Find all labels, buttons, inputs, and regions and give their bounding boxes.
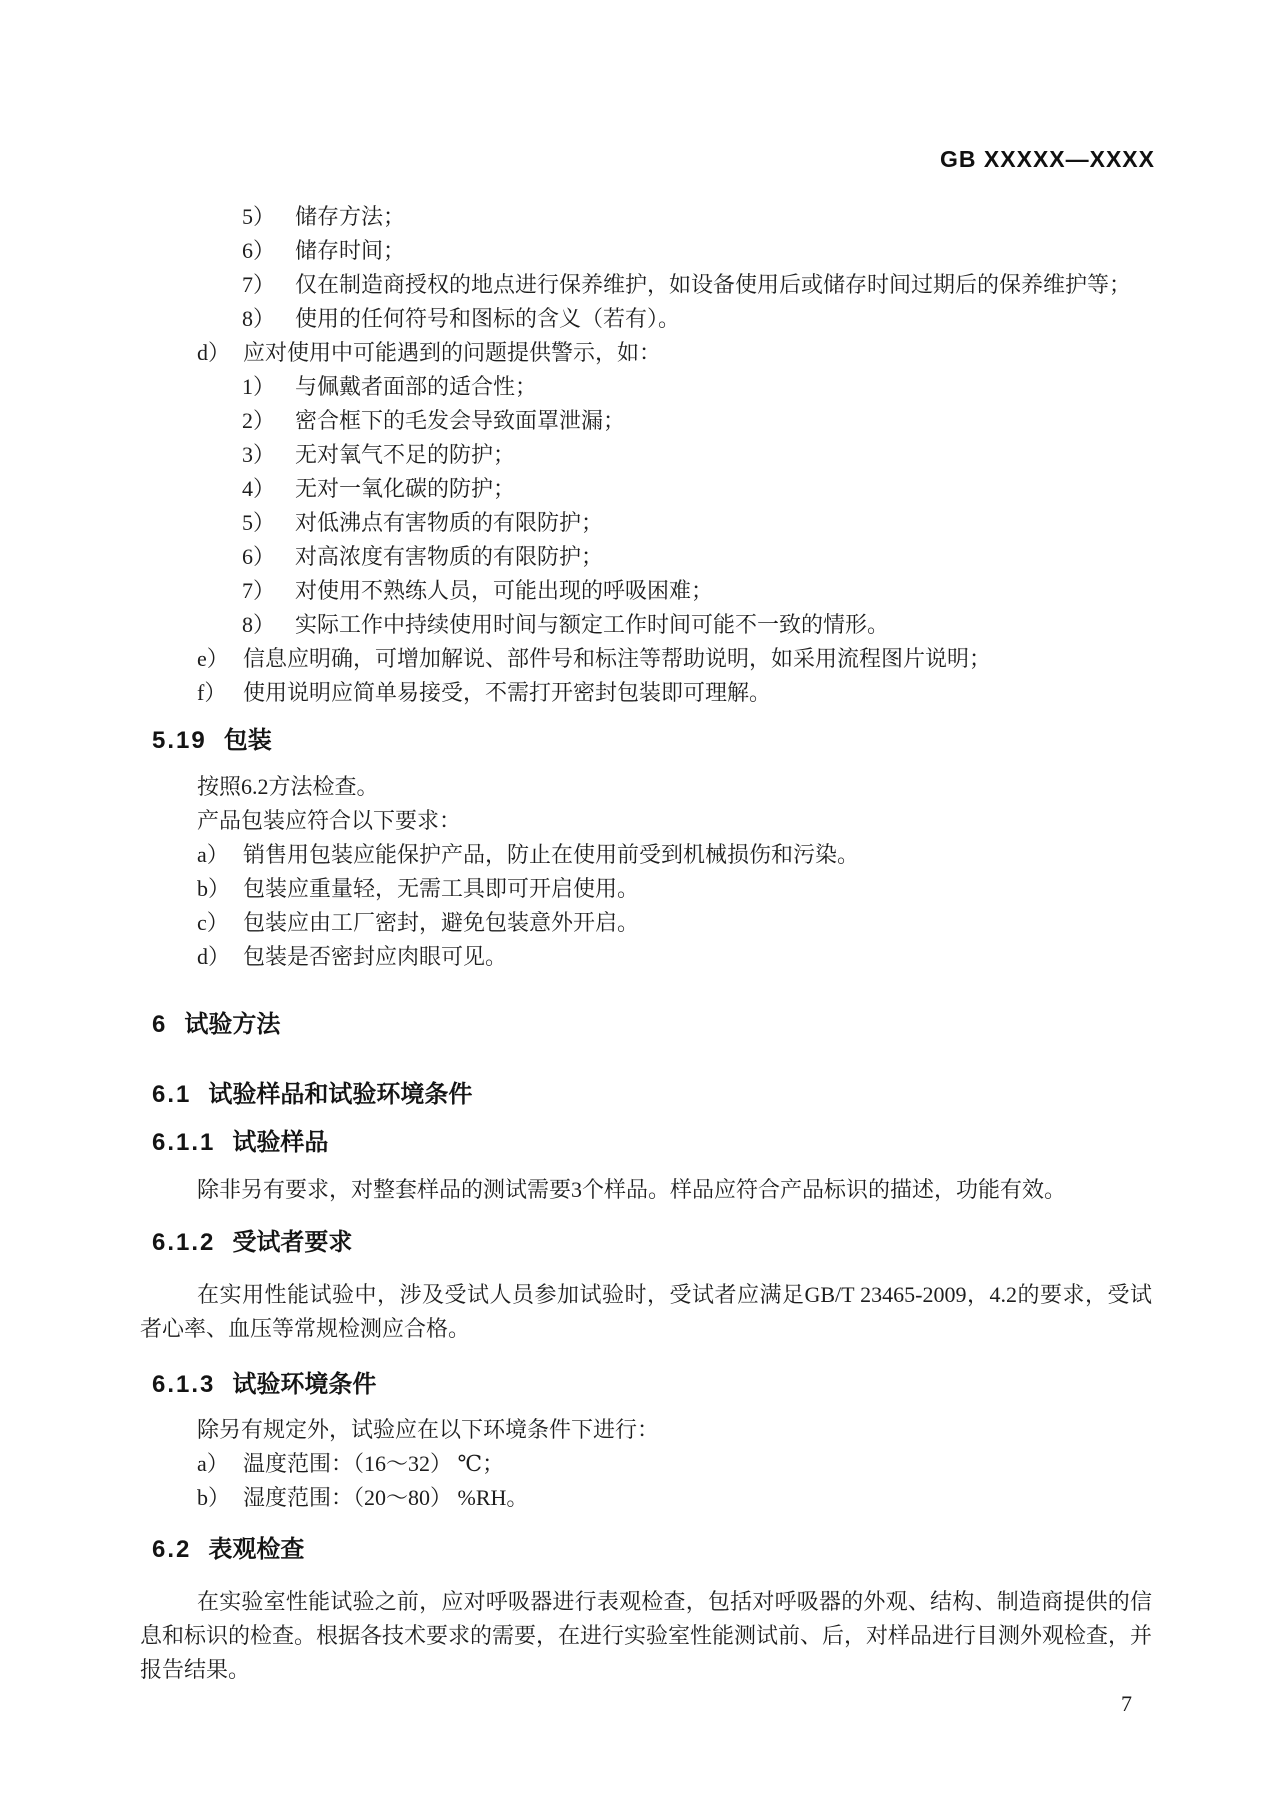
list-text: 实际工作中持续使用时间与额定工作时间可能不一致的情形。 — [295, 612, 890, 637]
section-number: 6.1.2 — [152, 1229, 216, 1256]
list-text: 包装应由工厂密封，避免包装意外开启。 — [243, 910, 640, 935]
list-text: 无对氧气不足的防护； — [295, 442, 516, 467]
paragraph: 除另有规定外，试验应在以下环境条件下进行： — [197, 1417, 660, 1442]
list-text: 使用说明应简单易接受，不需打开密封包装即可理解。 — [243, 680, 772, 705]
list-marker: 3） — [242, 442, 276, 467]
list-item — [140, 234, 1152, 268]
list-item — [140, 370, 1152, 404]
list-marker: 8） — [242, 612, 276, 637]
list-marker: 6） — [242, 238, 276, 263]
list-marker: c） — [197, 910, 229, 935]
section-number: 6.1.3 — [152, 1371, 216, 1398]
section-title: 试验样品 — [232, 1129, 329, 1156]
list-marker: 6） — [242, 544, 276, 569]
list-marker: b） — [197, 876, 231, 901]
list-text: 应对使用中可能遇到的问题提供警示，如： — [243, 340, 662, 365]
list-marker: 8） — [242, 306, 276, 331]
list-item — [140, 302, 1152, 336]
list-marker: 1） — [242, 374, 276, 399]
list-item — [140, 608, 1152, 642]
list-marker: f） — [197, 680, 227, 705]
list-marker: 7） — [242, 578, 276, 603]
list-item — [140, 1447, 1152, 1481]
list-marker: e） — [197, 646, 229, 671]
list-text: 对使用不熟练人员，可能出现的呼吸困难； — [295, 578, 714, 603]
list-item-f — [140, 676, 1152, 710]
section-number: 6.1.1 — [152, 1129, 216, 1156]
list-marker: 5） — [242, 204, 276, 229]
list-marker: d） — [197, 340, 231, 365]
list-item — [140, 940, 1152, 974]
section-heading-6-1-2 — [152, 1226, 1152, 1260]
standard-number-header: GB XXXXX—XXXX — [940, 146, 1155, 172]
section-heading-6-1-3 — [152, 1368, 1152, 1402]
list-item — [140, 268, 1152, 302]
list-text: 对高浓度有害物质的有限防护； — [295, 544, 604, 569]
list-marker: 2） — [242, 408, 276, 433]
document-body — [140, 200, 1152, 1687]
paragraph: 在实验室性能试验之前，应对呼吸器进行表观检查，包括对呼吸器的外观、结构、制造商提供的信息和标识的检查。根据各技术要求的需要，在进行实验室性能测试前、后，对样品进行目测外观检查，并报告结果。 — [140, 1589, 1153, 1682]
list-text: 仅在制造商授权的地点进行保养维护，如设备使用后或储存时间过期后的保养维护等； — [295, 272, 1132, 297]
section-number: 5.19 — [152, 727, 207, 754]
list-marker: a） — [197, 1451, 229, 1476]
section-number: 6.1 — [152, 1081, 192, 1108]
list-item — [140, 838, 1152, 872]
section-number: 6 — [152, 1011, 168, 1038]
section-heading-6-1 — [152, 1078, 1152, 1112]
list-marker: d） — [197, 944, 231, 969]
list-marker: a） — [197, 842, 229, 867]
list-text: 与佩戴者面部的适合性； — [295, 374, 538, 399]
paragraph: 在实用性能试验中，涉及受试人员参加试验时，受试者应满足GB/T 23465-2009，4.2的要求，受试者心率、血压等常规检测应合格。 — [140, 1282, 1152, 1341]
list-item — [140, 200, 1152, 234]
section-title: 试验环境条件 — [232, 1371, 377, 1398]
list-item-e — [140, 642, 1152, 676]
list-item — [140, 506, 1152, 540]
list-text: 信息应明确，可增加解说、部件号和标注等帮助说明，如采用流程图片说明； — [243, 646, 992, 671]
list-marker: b） — [197, 1485, 231, 1510]
section-heading-6 — [152, 1008, 1152, 1042]
section-heading-5-19 — [152, 724, 1152, 758]
section-heading-6-2 — [152, 1533, 1152, 1567]
list-marker: 7） — [242, 272, 276, 297]
page-number: 7 — [1121, 1691, 1132, 1716]
list-marker: 5） — [242, 510, 276, 535]
list-item — [140, 574, 1152, 608]
list-text: 储存方法； — [295, 204, 406, 229]
list-text: 包装应重量轻，无需工具即可开启使用。 — [243, 876, 640, 901]
list-text: 销售用包装应能保护产品，防止在使用前受到机械损伤和污染。 — [243, 842, 860, 867]
list-text: 使用的任何符号和图标的含义（若有）。 — [295, 306, 681, 331]
list-text: 温度范围：（16～32） ℃； — [243, 1451, 505, 1476]
list-text: 密合框下的毛发会导致面罩泄漏； — [295, 408, 626, 433]
list-item — [140, 472, 1152, 506]
section-heading-6-1-1 — [152, 1126, 1152, 1160]
section-number: 6.2 — [152, 1536, 192, 1563]
paragraph: 按照6.2方法检查。 — [197, 774, 379, 799]
list-text: 对低沸点有害物质的有限防护； — [295, 510, 604, 535]
list-item — [140, 438, 1152, 472]
list-item — [140, 1481, 1152, 1515]
list-item — [140, 404, 1152, 438]
list-text: 湿度范围：（20～80） %RH。 — [243, 1485, 529, 1510]
section-title: 包装 — [223, 727, 272, 754]
paragraph: 除非另有要求，对整套样品的测试需要3个样品。样品应符合产品标识的描述，功能有效。 — [197, 1177, 1067, 1202]
list-text: 无对一氧化碳的防护； — [295, 476, 516, 501]
section-title: 试验样品和试验环境条件 — [208, 1081, 473, 1108]
list-item — [140, 872, 1152, 906]
section-title: 受试者要求 — [232, 1229, 353, 1256]
list-text: 包装是否密封应肉眼可见。 — [243, 944, 508, 969]
paragraph: 产品包装应符合以下要求： — [197, 808, 462, 833]
section-title: 表观检查 — [208, 1536, 305, 1563]
list-item — [140, 540, 1152, 574]
list-marker: 4） — [242, 476, 276, 501]
list-text: 储存时间； — [295, 238, 406, 263]
list-item — [140, 906, 1152, 940]
list-item-d — [140, 336, 1152, 370]
section-title: 试验方法 — [184, 1011, 281, 1038]
